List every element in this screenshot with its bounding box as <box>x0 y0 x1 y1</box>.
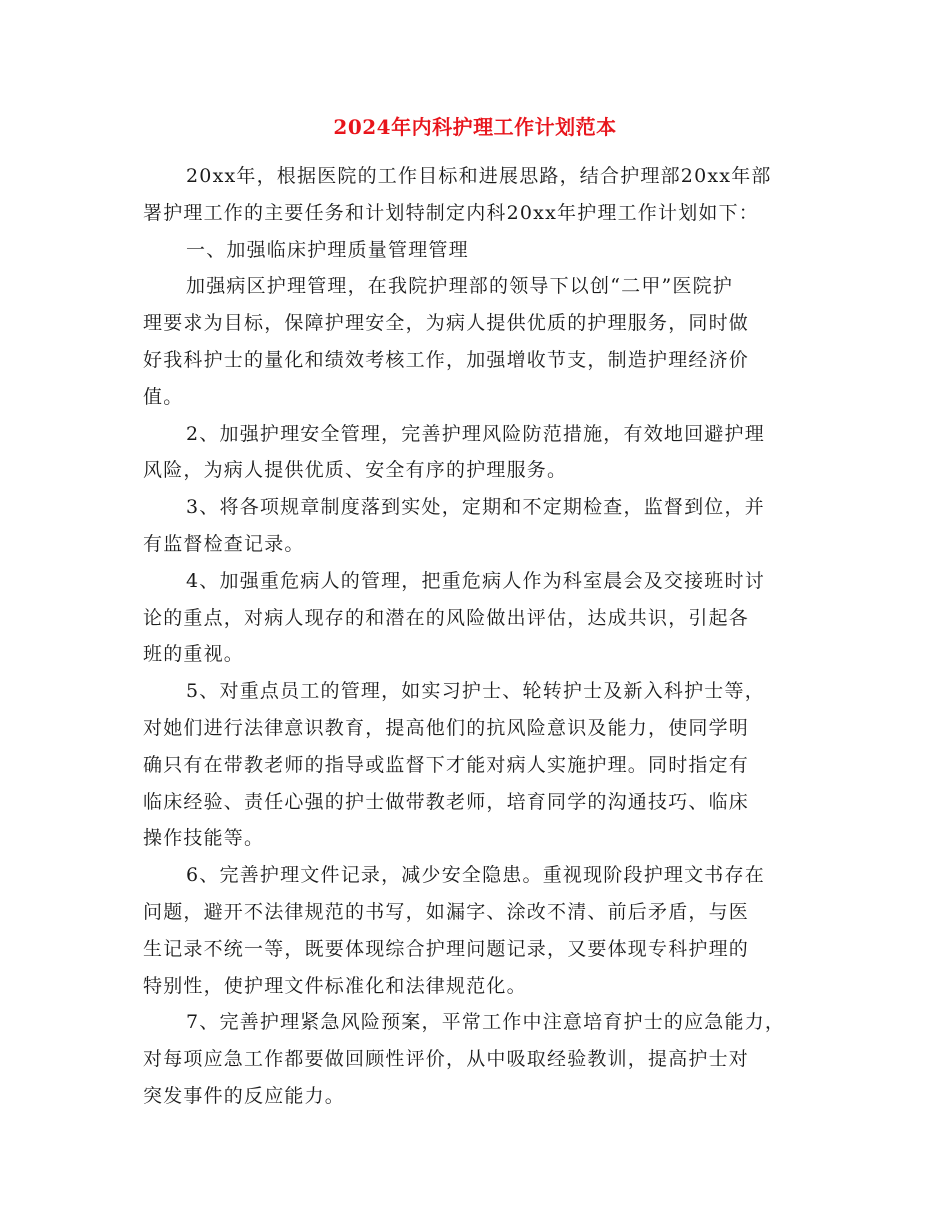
text-line: 论的重点，对病人现存的和潜在的风险做出评估，达成共识，引起各 <box>143 606 750 629</box>
text-line: 理要求为目标，保障护理安全，为病人提供优质的护理服务，同时做 <box>143 312 750 335</box>
text-line: 6、完善护理文件记录，减少安全隐患。重视现阶段护理文书存在 <box>186 864 765 887</box>
paragraph-item-2 <box>143 416 833 490</box>
paragraph-ward-management <box>143 268 833 415</box>
text-line: 一、加强临床护理质量管理管理 <box>186 238 469 261</box>
section-heading-1 <box>143 232 833 269</box>
text-line: 3、将各项规章制度落到实处，定期和不定期检查，监督到位，并 <box>186 496 765 519</box>
text-line: 班的重视。 <box>143 643 245 666</box>
text-line: 20xx年，根据医院的工作目标和进展思路，结合护理部20xx年部 <box>186 165 772 187</box>
text-line: 突发事件的反应能力。 <box>143 1084 346 1107</box>
text-line: 对每项应急工作都要做回顾性评价，从中吸取经验教训，提高护士对 <box>143 1048 750 1071</box>
document-title: 2024年内科护理工作计划范本 <box>333 115 617 139</box>
text-line: 特别性，使护理文件标准化和法律规范化。 <box>143 974 527 997</box>
text-line: 好我科护士的量化和绩效考核工作，加强增收节支，制造护理经济价 <box>143 348 750 371</box>
text-line: 确只有在带教老师的指导或监督下才能对病人实施护理。同时指定有 <box>143 753 750 776</box>
text-line: 4、加强重危病人的管理，把重危病人作为科室晨会及交接班时讨 <box>186 569 765 592</box>
text-line: 临床经验、责任心强的护士做带教老师，培育同学的沟通技巧、临床 <box>143 790 750 813</box>
text-line: 署护理工作的主要任务和计划特制定内科20xx年护理工作计划如下： <box>143 201 760 224</box>
text-line: 对她们进行法律意识教育，提高他们的抗风险意识及能力，使同学明 <box>143 716 750 739</box>
paragraph-item-4 <box>143 563 833 673</box>
paragraph-item-5 <box>143 673 833 857</box>
paragraph-item-7 <box>143 1004 833 1114</box>
text-line: 风险，为病人提供优质、安全有序的护理服务。 <box>143 459 568 482</box>
text-line: 生记录不统一等，既要体现综合护理问题记录，又要体现专科护理的 <box>143 937 750 960</box>
text-line: 值。 <box>143 385 184 408</box>
text-line: 2、加强护理安全管理，完善护理风险防范措施，有效地回避护理 <box>186 422 765 445</box>
text-line: 加强病区护理管理，在我院护理部的领导下以创“二甲”医院护 <box>186 275 734 298</box>
text-line: 5、对重点员工的管理，如实习护士、轮转护士及新入科护士等， <box>186 680 765 703</box>
paragraph-item-3 <box>143 489 833 563</box>
text-line: 操作技能等。 <box>143 827 265 850</box>
text-line: 问题，避开不法律规范的书写，如漏字、涂改不清、前后矛盾，与医 <box>143 900 750 923</box>
text-line: 有监督检查记录。 <box>143 532 305 555</box>
intro-paragraph <box>143 158 833 232</box>
paragraph-item-6 <box>143 857 833 1004</box>
text-line: 7、完善护理紧急风险预案，平常工作中注意培育护士的应急能力， <box>186 1011 786 1034</box>
document-body <box>143 158 833 1115</box>
